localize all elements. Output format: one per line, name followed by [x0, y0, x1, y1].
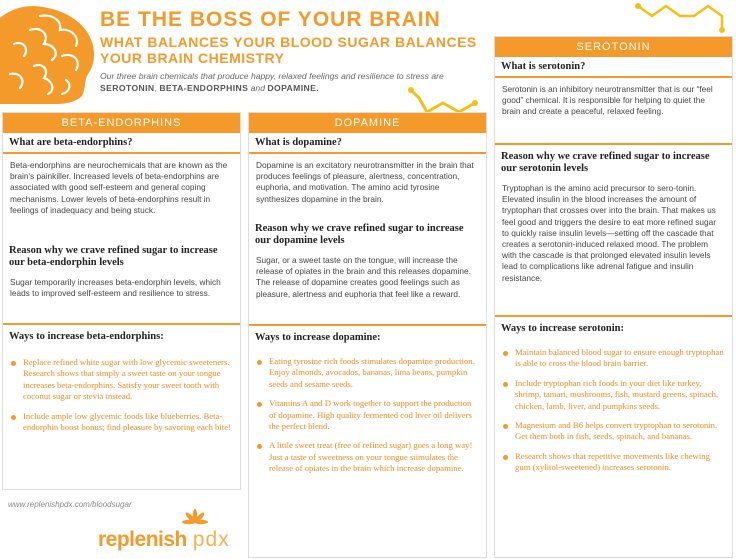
serotonin-reason-title: Reason why we crave refined sugar to increase our serotonin levels — [501, 151, 710, 174]
intro-and: and — [250, 83, 265, 93]
beta-what-section — [3, 137, 240, 216]
beta-ways-section — [3, 323, 240, 441]
website-link[interactable]: www.replenishpdx.com/bloodsugar — [8, 500, 132, 509]
serotonin-what-text: Serotonin is an inhibitory neurotransmitter that is our “feel good” chemical. It is responsible for helping to quiet the brain and create a peaceful, relaxed feeling. — [502, 84, 713, 117]
dopamine-ways-title: Ways to increase dopamine: — [255, 332, 381, 343]
dopamine-ways-section — [249, 324, 486, 483]
beta-reason-section — [3, 245, 240, 299]
beta-heading: BETA-ENDORPHINS — [3, 113, 240, 133]
brain-head-icon — [0, 0, 98, 108]
brand-logo — [98, 528, 230, 552]
dopamine-heading: DOPAMINE — [249, 113, 486, 133]
list-item: Eating tyrosine rich foods stimulates dopamine production. Enjoy almonds, avocados, bananas, lima beans, pumpkin seeds and sesame seeds. — [269, 356, 480, 390]
serotonin-reason-text: Tryptophan is the amino acid precursor to sero-tonin. Elevated insulin in the blood increases the amount of tryptophan that crosses over into the brain. That makes us feel good and triggers the desire to eat more refined sugar to quickly raise insulin levels—setting off the cascade that creates a serotonin-induced relaxed mood. The problem with the cascade is that prolonged elevated insulin levels lead to complications like adrenal fatigue and insulin resistance. — [502, 183, 717, 283]
molecule-icon — [632, 0, 736, 36]
dopamine-what-text: Dopamine is an excitatory neurotransmitter in the brain that produces feelings of pleasure, alertness, concentration, euphoria, and motivation. The amino acid tyrosine synthesizes dopamine in the brain. — [256, 160, 474, 204]
beta-ways-title: Ways to increase beta-endorphins: — [9, 331, 164, 342]
dopamine-ways-list — [249, 356, 486, 475]
list-item: A little sweet treat (free of refined sugar) goes a long way! Just a taste of sweetness on your tongue stimulates the release of opiates in the brain which increase dopamine. — [269, 440, 480, 474]
beta-reason-title: Reason why we crave refined sugar to increase our beta-endorphin levels — [9, 245, 218, 268]
dopamine-what-section — [249, 137, 486, 205]
dopamine-what-title: What is dopamine? — [255, 137, 342, 148]
serotonin-ways-section — [495, 315, 732, 482]
logo-word: replenish — [98, 528, 187, 551]
chem-beta: BETA-ENDORPHINS — [159, 83, 249, 93]
beta-ways-list — [3, 357, 240, 433]
dopamine-column — [248, 112, 487, 558]
list-item: Include tryptophan rich foods in your diet like turkey, shrimp, tamari, mushrooms, fish, mustard greens, spinach, chicken, lamb, liver, and pumpkins seeds. — [515, 378, 726, 412]
dopamine-reason-section — [249, 223, 486, 300]
serotonin-heading: SEROTONIN — [495, 37, 732, 57]
divider — [249, 324, 486, 326]
chem-serotonin: SEROTONIN — [100, 83, 155, 93]
beta-reason-text: Sugar temporarily increases beta-endorphin levels, which leads to improved self-esteem and resilience to stress. — [10, 277, 221, 299]
beta-what-text: Beta-endorphins are neurochemicals that are known as the brain's painkiller. Increased levels of beta-endorphins are associated with good self-esteem and general coping mechanisms. Lower levels of beta-endorphins result in feelings of inadequacy and being stuck. — [10, 160, 228, 215]
list-item: Include ample low glycemic foods like blueberries. Beta-endorphin boost bonus; find pleasure by savoring each bite! — [23, 411, 234, 434]
list-item: Magnesium and B6 helps convert tryptophan to serotonin. Get them both in fish, seeds, spinach, and bananas. — [515, 420, 726, 443]
dopamine-reason-text: Sugar, or a sweet taste on the tongue, will increase the release of opiates in the brain and this releases dopamine. The release of dopamine creates good feelings such as pleasure, alertness and euphoria that feel like a reward. — [256, 255, 471, 299]
beta-endorphins-column — [2, 112, 241, 490]
divider — [495, 76, 732, 78]
page-subtitle: WHAT BALANCES YOUR BLOOD SUGAR BALANCES YOUR BRAIN CHEMISTRY — [100, 34, 477, 66]
serotonin-ways-title: Ways to increase serotonin: — [501, 323, 624, 334]
serotonin-column — [494, 36, 733, 558]
serotonin-what-title: What is serotonin? — [501, 61, 586, 72]
logo-pdx: pdx — [192, 528, 230, 551]
page-title: BE THE BOSS OF YOUR BRAIN — [100, 8, 441, 31]
list-item: Research shows that repetitive movements like chewing gum (xylitol-sweetened) increases serotonin. — [515, 451, 726, 474]
divider — [3, 323, 240, 325]
serotonin-what-section — [495, 61, 732, 118]
divider — [495, 315, 732, 317]
dopamine-reason-title: Reason why we crave refined sugar to increase our dopamine levels — [255, 223, 464, 246]
serotonin-reason-section — [495, 143, 732, 284]
intro-sentence: Our three brain chemicals that produce happy, relaxed feelings and resilience to stress are — [100, 71, 444, 81]
list-item: Vitamins A and D work together to support the production of dopamine. High quality fermented cod liver oil delivers the perfect blend. — [269, 398, 480, 432]
beta-what-title: What are beta-endorphins? — [9, 137, 133, 148]
divider — [495, 143, 732, 145]
list-item: Replace refined white sugar with low glycemic sweeteners. Research shows that simply a sweet taste on your tongue increases beta-endorphins. Satisfy your sweet tooth with coconut sugar or stevia instead. — [23, 357, 234, 403]
chem-dopamine: DOPAMINE. — [267, 83, 320, 93]
serotonin-ways-list — [495, 347, 732, 474]
intro-text: Our three brain chemicals that produce happy, relaxed feelings and resilience to stress are SEROTONIN, BETA-ENDORPHINS and DOPAMINE. — [100, 71, 444, 93]
divider — [3, 152, 240, 154]
list-item: Maintain balanced blood sugar to ensure enough tryptophan is able to cross the blood brain barrier. — [515, 347, 726, 370]
divider — [249, 152, 486, 154]
